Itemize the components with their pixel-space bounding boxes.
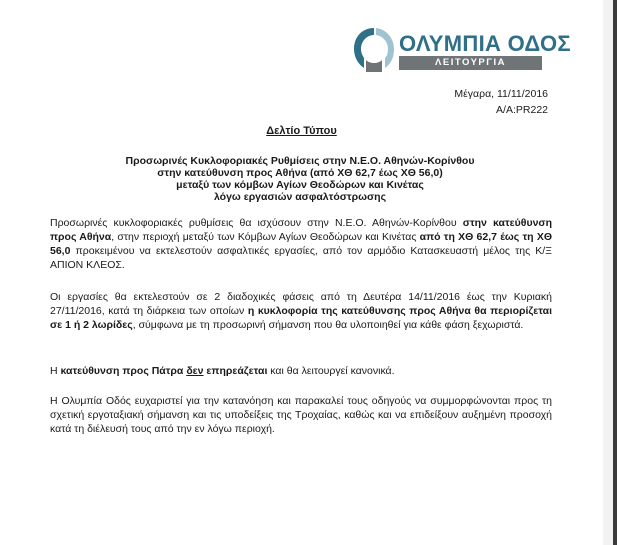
logo-mark-icon [352, 26, 396, 74]
headline-line: λόγω εργασιών ασφαλτόστρωσης [213, 191, 387, 203]
olympia-odos-logo [352, 26, 571, 74]
paragraph-2 [50, 290, 552, 332]
headline-line: μεταξύ των κόμβων Αγίων Θεοδώρων και Κινέτας [176, 179, 424, 191]
text: , στην περιοχή μεταξύ των Κόμβων Αγίων Θεοδώρων και Κινέτας [111, 231, 420, 243]
text: , σύμφωνα με τη προσωρινή σήμανση που θα υλοποιηθεί για κάθε φάση ξεχωριστά. [132, 319, 524, 331]
bold-text: η κυκλοφορία της κατεύθυνσης προς Αθήνα θα περιορίζεται σε 1 ή 2 λωρίδες [50, 305, 552, 331]
document-type-title: Δελτίο Τύπου [266, 125, 337, 137]
paragraph-1 [50, 216, 552, 272]
page-edge-shadow [603, 0, 613, 545]
text: και θα λειτουργεί κανονικά. [267, 365, 395, 377]
bold-text: από τη ΧΘ 62,7 έως τη ΧΘ 56,0 [50, 231, 552, 257]
text: Οι εργασίες θα εκτελεστούν σε 2 διαδοχικές φάσεις από τη Δευτέρα 14/11/2016 έως την Κυριακή 27/11/2016, κατά τη διάρκεια των οποίων [50, 291, 552, 317]
window-right-border [613, 0, 617, 545]
headline [70, 155, 530, 203]
text: Η Ολυμπία Οδός ευχαριστεί για την κατανόηση και παρακαλεί τους οδηγούς να συμμορφώνονται προς τη σχετική εργοταξιακή σήμανση και τις υποδείξεις της Τροχαίας, καθώς και να επιδείξουν αυξημένη προσοχή κατά τη διέλευσή τους από την εν λόγω περιοχή. [50, 395, 552, 435]
text: Προσωρινές κυκλοφοριακές ρυθμίσεις θα ισχύσουν στην Ν.Ε.Ο. Αθηνών-Κορίνθου [50, 217, 463, 229]
logo-name: ΟΛΥΜΠΙΑ ΟΔΟΣ [399, 31, 571, 56]
logo-subtitle: ΛΕΙΤΟΥΡΓΙΑ [399, 56, 542, 70]
bold-text: κατεύθυνση προς Πάτρα [60, 365, 187, 377]
text: Η [50, 365, 61, 377]
reference-number: A/A:PR222 [496, 104, 548, 116]
underlined-bold-text: δεν [186, 365, 204, 377]
headline-line: Προσωρινές Κυκλοφοριακές Ρυθμίσεις στην Ν.Ε.Ο. Αθηνών-Κορίνθου [125, 155, 475, 167]
bold-text: επηρεάζεται [203, 365, 268, 377]
paragraph-3 [50, 364, 552, 378]
headline-line: στην κατεύθυνση προς Αθήνα (από ΧΘ 62,7 έως ΧΘ 56,0) [157, 167, 443, 179]
paragraph-4 [50, 394, 552, 436]
text: προκειμένου να εκτελεστούν ασφαλτικές εργασίες, από τον αρμόδιο Κατασκευαστή μέλος της Κ/Ξ ΑΠΙΟΝ ΚΛΕΟΣ. [50, 245, 552, 271]
place-date: Μέγαρα, 11/11/2016 [454, 88, 548, 100]
bold-text: στην κατεύθυνση προς Αθήνα [50, 217, 553, 243]
